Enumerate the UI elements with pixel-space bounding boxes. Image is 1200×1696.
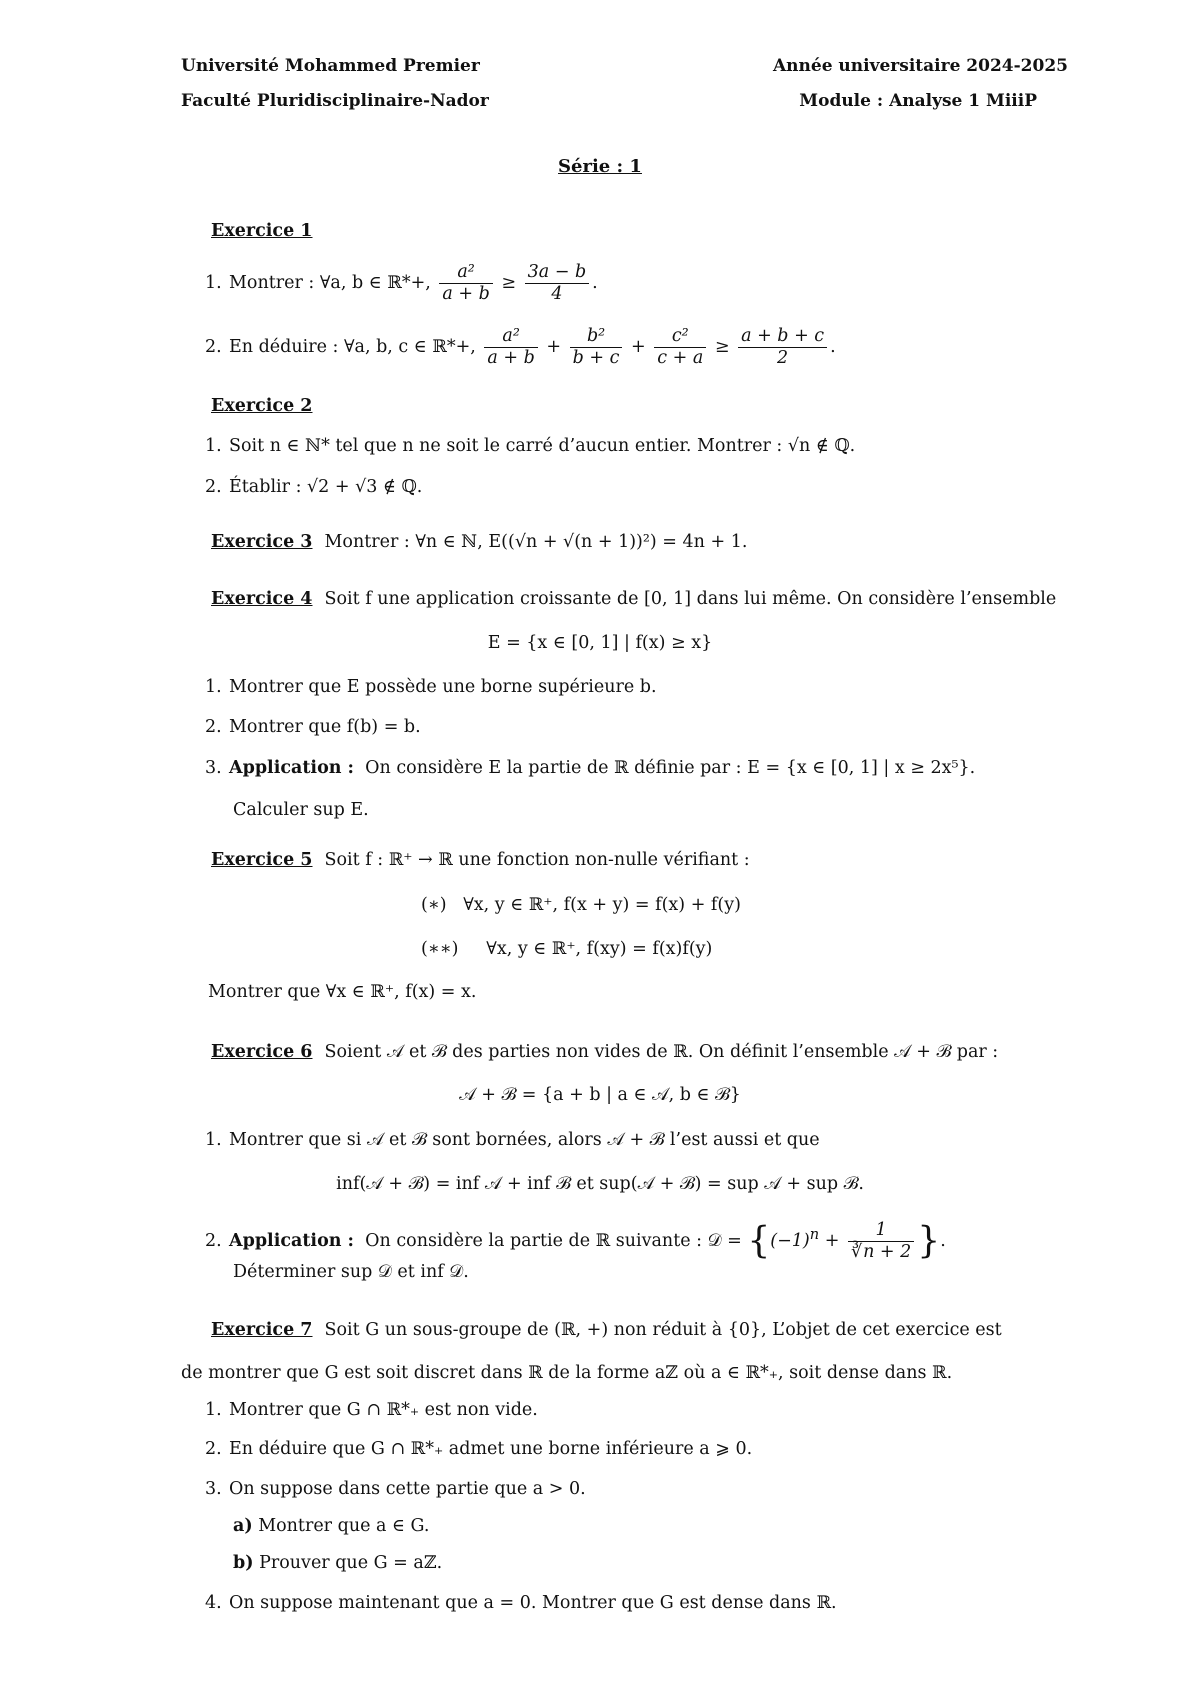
exercise-1-title: Exercice 1 <box>211 221 313 241</box>
exercise-6-intro: Exercice 6 Soient 𝒜 et ℬ des parties non vides de ℝ. On définit l’ensemble 𝒜 + ℬ par : <box>211 1042 999 1062</box>
university-name: Université Mohammed Premier <box>181 56 480 76</box>
exercise-2-question-1: 1. Soit n ∈ ℕ* tel que n ne soit le carré d’aucun entier. Montrer : √n ∉ ℚ. <box>205 436 856 456</box>
exercise-7-intro-1: Exercice 7 Soit G un sous-groupe de (ℝ, +) non réduit à {0}, L’objet de cet exercice est <box>211 1320 1002 1340</box>
exercise-5-intro: Exercice 5 Soit f : ℝ⁺ → ℝ une fonction non-nulle vérifiant : <box>211 850 750 870</box>
exercise-4-intro: Exercice 4 Soit f une application croissante de [0, 1] dans lui même. On considère l’ensemble <box>211 589 1057 609</box>
exercise-2-title: Exercice 2 <box>211 396 313 416</box>
exercise-7-intro-2: de montrer que G est soit discret dans ℝ de la forme aℤ où a ∈ ℝ*₊, soit dense dans ℝ. <box>181 1363 953 1383</box>
exercise-6-question-1: 1. Montrer que si 𝒜 et ℬ sont bornées, alors 𝒜 + ℬ l’est aussi et que <box>205 1130 820 1150</box>
faculty-name: Faculté Pluridisciplinaire-Nador <box>181 91 489 111</box>
exercise-5-conclusion: Montrer que ∀x ∈ ℝ⁺, f(x) = x. <box>208 982 477 1002</box>
exercise-7-question-4: 4. On suppose maintenant que a = 0. Montrer que G est dense dans ℝ. <box>205 1593 837 1613</box>
exercise-1-question-2: 2. En déduire : ∀a, b, c ∈ ℝ*+, $\frac{\text{a²}}{a + b}$ + $\frac{\text{b²}}{b + c}$ + $\frac{\text{c²}}{c + a}$ ≥ $\frac{a + b + c}{2}$ . <box>205 326 836 368</box>
exercise-4-set: E = {x ∈ [0, 1] | f(x) ≥ x} <box>487 633 713 653</box>
exercise-7-question-3b: b) Prouver que G = aℤ. <box>233 1553 443 1573</box>
exercise-7-question-3: 3. On suppose dans cette partie que a > 0. <box>205 1479 586 1499</box>
exercise-7-question-2: 2. En déduire que G ∩ ℝ*₊ admet une borne inférieure a ⩾ 0. <box>205 1439 753 1459</box>
exercise-2-question-2: 2. Établir : √2 + √3 ∉ ℚ. <box>205 477 423 497</box>
academic-year: Année universitaire 2024-2025 <box>772 56 1068 76</box>
exercise-5-equation-2: (∗∗) ∀x, y ∈ ℝ⁺, f(xy) = f(x)f(y) <box>421 939 713 959</box>
exercise-5-equation-1: (∗) ∀x, y ∈ ℝ⁺, f(x + y) = f(x) + f(y) <box>421 895 741 915</box>
exercise-6-question-1-equation: inf(𝒜 + ℬ) = inf 𝒜 + inf ℬ et sup(𝒜 + ℬ) = sup 𝒜 + sup ℬ. <box>336 1174 864 1194</box>
exercise-4-question-3-b: Calculer sup E. <box>233 800 369 820</box>
exercise-4-question-2: 2. Montrer que f(b) = b. <box>205 717 421 737</box>
exercise-6-question-2-b: Déterminer sup 𝒟 et inf 𝒟. <box>233 1262 469 1282</box>
exercise-6-question-2: 2. Application : On considère la partie de ℝ suivante : 𝒟 = {$(-1)^n$ + $\frac{1}{∛n + 2}$ }. <box>205 1219 946 1262</box>
exercise-4-question-1: 1. Montrer que E possède une borne supérieure b. <box>205 677 657 697</box>
exercise-3: Exercice 3 Montrer : ∀n ∈ ℕ, E((√n + √(n + 1))²) = 4n + 1. <box>211 532 748 552</box>
exercise-6-set: 𝒜 + ℬ = {a + b | a ∈ 𝒜, b ∈ ℬ} <box>459 1085 741 1105</box>
exercise-7-question-1: 1. Montrer que G ∩ ℝ*₊ est non vide. <box>205 1400 538 1420</box>
series-title: Série : 1 <box>558 156 642 177</box>
exercise-1-question-1: 1. Montrer : ∀a, b ∈ ℝ*+, $\frac{\text{a²}}{a + b}$ ≥ $\frac{3a - b}{4}$ . <box>205 262 598 304</box>
exercise-7-question-3a: a) Montrer que a ∈ G. <box>233 1516 430 1536</box>
module-name: Module : Analyse 1 MiiiP <box>799 91 1037 111</box>
exercise-4-question-3: 3. Application : On considère E la partie de ℝ définie par : E = {x ∈ [0, 1] | x ≥ 2x⁵}. <box>205 758 976 778</box>
